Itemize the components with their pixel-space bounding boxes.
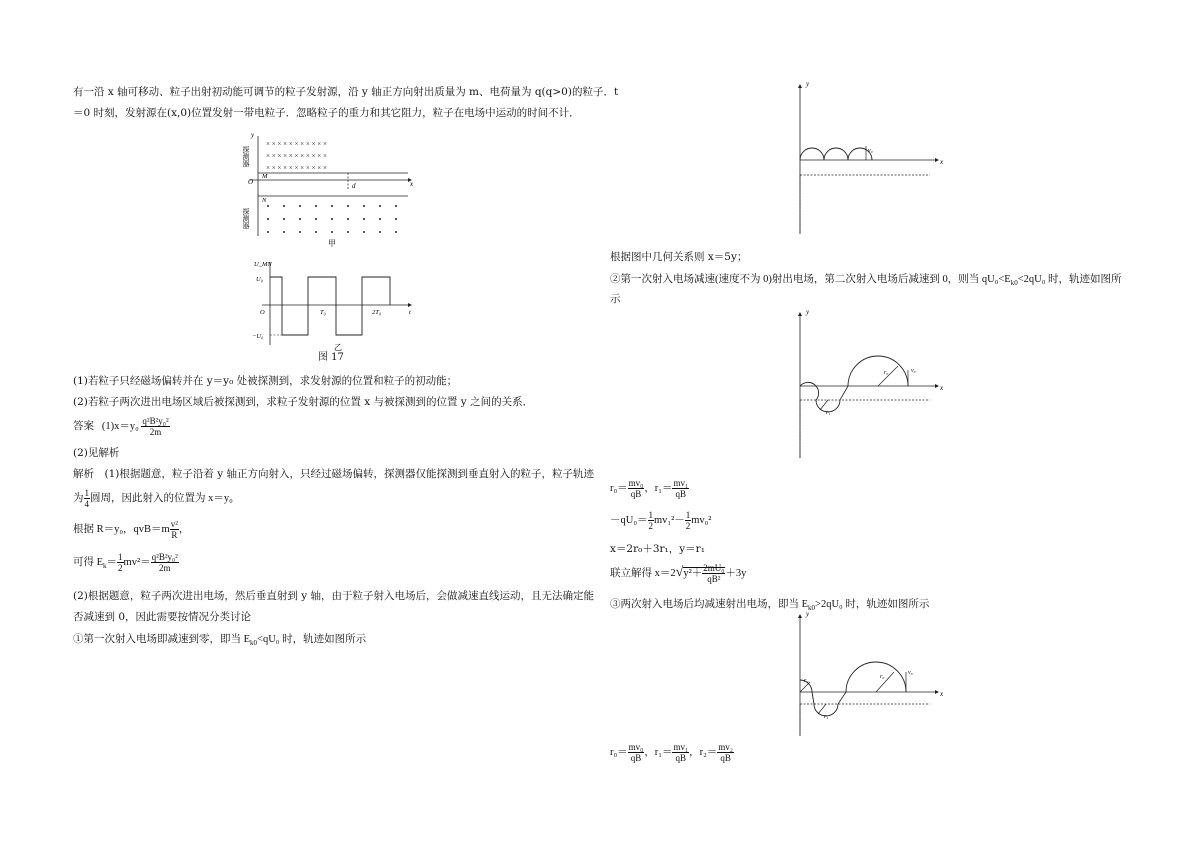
equation-xy: x＝2r₀＋3r₁，y＝r₁ xyxy=(610,543,705,555)
case-2-line-2: 示 xyxy=(610,293,621,305)
axis-x-label: x xyxy=(940,158,944,166)
r0-label: r₀ xyxy=(880,674,885,680)
analysis-line-1: 解析 (1)根据题意，粒子沿着 y 轴正方向射入，只经过磁场偏转，探测器仅能探测到垂直射入的粒子，粒子轨迹 xyxy=(73,468,594,480)
svg-text:× × × × × × × × × × ×: × × × × × × × × × × × xyxy=(266,152,327,160)
case-3: ③两次射入电场后均减速射出电场，即当 $E_{k0}>2qU_0$ 时，轨迹如图所示 xyxy=(610,599,930,613)
relation-1: 根据图中几何关系则 x＝5y； xyxy=(610,251,748,263)
label-n: N xyxy=(262,197,267,204)
answer-label: 答案 xyxy=(73,420,94,432)
figure-jia xyxy=(240,128,420,250)
lower-detector-label: 探测器 xyxy=(242,208,250,229)
axis-x-label: x xyxy=(940,384,944,392)
figure-yi xyxy=(252,257,422,352)
u0-label: U₀ xyxy=(256,276,263,283)
r1-label: r₁ xyxy=(824,714,829,720)
trajectory-figure-3 xyxy=(790,612,950,740)
question-2: (2)若粒子两次进出电场区域后被探测到，求粒子发射源的位置 x 与被探测到的位置 y 之间的关系． xyxy=(73,396,534,408)
label-m: M xyxy=(262,173,268,180)
equation-radii: r₀＝ $\frac{\text{mv₀}}{qB}$ ，r₁＝ $\frac{\text{mv₁}}{qB}$ xyxy=(610,478,689,499)
trajectory-figure-2 xyxy=(790,310,950,465)
t0-label: T₀ xyxy=(320,309,326,316)
v0-label: v₀ xyxy=(908,670,913,676)
answer-1-text: (1)x＝y₀ xyxy=(101,420,139,432)
trajectory-figure-1 xyxy=(790,82,950,242)
answer-2: (2)见解析 xyxy=(73,447,120,459)
equation-radii-3: r₀＝ $\frac{\text{mv₀}}{qB}$ ，r₁＝ $\frac{\text{mv₁}}{qB}$ ，r₂＝ $\frac{\text{mv₂}}{qB}$ xyxy=(610,742,733,763)
magnetic-field-crosses xyxy=(266,140,327,172)
umn-label: U_MN xyxy=(254,261,272,268)
equation-kinetic-energy: 可得 $E_k=$ $\frac{1}{2}$ mv²＝ $\frac{\text{q²B²y₀²}}{2m}$ xyxy=(73,552,178,573)
axis-y-label: y xyxy=(806,308,810,316)
svg-text:× × × × × × × × × × ×: × × × × × × × × × × × xyxy=(266,140,327,148)
axis-y-label: y xyxy=(806,610,810,618)
origin-label: O xyxy=(248,178,254,186)
neg-u0-label: −U₀ xyxy=(252,333,264,340)
svg-text:× × × × × × × × × × ×: × × × × × × × × × × × xyxy=(266,164,327,172)
v0-label: v₀ xyxy=(911,368,916,374)
figure-number: 图 17 xyxy=(318,352,344,363)
t-label: t xyxy=(409,309,411,316)
equation-solution: 联立解得 x＝2√y²＋ $\frac{\text{2mU₀}}{\text{qB²}}$ ＋3y xyxy=(610,563,747,584)
analysis-line-2: 为 $\frac{1}{4}$ 圆周，因此射入的位置为 x＝y₀ xyxy=(73,488,233,509)
axis-x-label: x xyxy=(410,180,414,188)
2t0-label: 2T₀ xyxy=(372,309,382,316)
equation-radius: 根据 R＝y₀，qvB＝m $\frac{\text{v²}}{R}$ ， xyxy=(73,519,190,540)
part2-line-2: 否减速到 0，因此需要按情况分类讨论 xyxy=(73,611,252,623)
electric-field-dots xyxy=(267,205,397,233)
equation-energy: －qU₀＝ $\frac{1}{2}$ mv₁²－ $\frac{1}{2}$ mv₀² xyxy=(610,510,712,531)
axis-y-label: y xyxy=(806,80,810,88)
caption-yi: 乙 xyxy=(334,343,342,352)
r1-label: r₁ xyxy=(826,410,831,416)
part2-line-1: (2)根据题意，粒子两次进出电场，然后垂直射到 y 轴，由于粒子射入电场后，会做减速直线运动，且无法确定能 xyxy=(73,590,594,602)
v0-label: v₀ xyxy=(868,148,873,154)
case-1: ①第一次射入电场即减速到零，即当 $E_{k0}<qU_0$ 时，轨迹如图所示 xyxy=(73,634,367,648)
question-1: (1)若粒子只经磁场偏转并在 y＝y₀ 处被探测到，求发射源的位置和粒子的初动能； xyxy=(73,375,458,387)
answer-1-fraction: $\frac{\text{q²B²y₀²}}{2m}$ xyxy=(142,416,169,437)
r0-label: r₀ xyxy=(884,370,889,376)
caption-jia: 甲 xyxy=(328,239,336,248)
upper-detector-label: 探测器 xyxy=(242,146,250,167)
label-d: d xyxy=(352,182,356,190)
intro-line-1: 有一沿 x 轴可移动、粒子出射初动能可调节的粒子发射源，沿 y 轴正方向射出质量为 m、电荷量为 q(q>0)的粒子．t xyxy=(73,86,619,98)
case-2-line-1: ②第一次射入电场减速(速度不为 0)射出电场，第二次射入电场后减速到 0，则当 $qU_0<E_{k0}<2qU_0$ 时，轨迹如图所 xyxy=(610,274,1122,288)
origin-label: O xyxy=(260,309,265,316)
quarter-fraction: $\frac{1}{4}$ xyxy=(84,488,89,509)
axis-x-label: x xyxy=(940,690,944,698)
intro-line-2: ＝0 时刻，发射源在(x,0)位置发射一带电粒子．忽略粒子的重力和其它阻力，粒子在电场中运动的时间不计． xyxy=(73,107,580,119)
answer-1 xyxy=(73,416,170,437)
axis-y-label: y xyxy=(251,131,255,139)
r2-label: r₂ xyxy=(804,678,809,684)
